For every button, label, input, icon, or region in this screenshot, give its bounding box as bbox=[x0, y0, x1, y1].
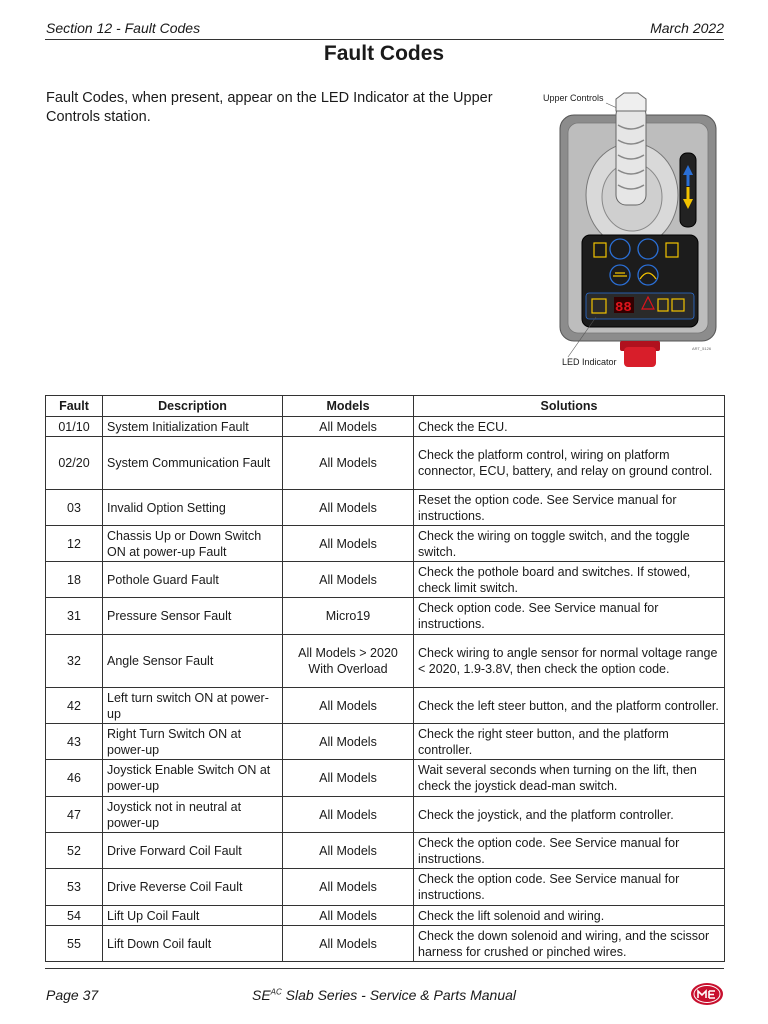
fault-code-cell: 32 bbox=[46, 635, 103, 688]
table-row bbox=[46, 869, 725, 906]
solution-cell: Check the left steer button, and the platform controller. bbox=[414, 688, 725, 724]
description-cell: Drive Forward Coil Fault bbox=[103, 833, 283, 869]
solution-cell: Check the option code. See Service manual for instructions. bbox=[414, 869, 725, 906]
solution-cell: Check option code. See Service manual for instructions. bbox=[414, 598, 725, 635]
manual-title-prefix: SE bbox=[251, 987, 271, 1003]
table-row bbox=[46, 760, 725, 797]
table-row bbox=[46, 724, 725, 760]
description-cell: Joystick Enable Switch ON at power-up bbox=[103, 760, 283, 797]
table-row bbox=[46, 562, 725, 598]
header-models: Models bbox=[283, 396, 414, 417]
table-row bbox=[46, 635, 725, 688]
fault-code-cell: 53 bbox=[46, 869, 103, 906]
figure-label-upper-controls: Upper Controls bbox=[543, 93, 604, 103]
figure-art-code: ART_5126 bbox=[692, 346, 712, 351]
fault-code-cell: 02/20 bbox=[46, 437, 103, 490]
fault-code-cell: 18 bbox=[46, 562, 103, 598]
fault-code-cell: 31 bbox=[46, 598, 103, 635]
table-row bbox=[46, 833, 725, 869]
manual-title-superscript: AC bbox=[270, 987, 282, 997]
description-cell: Pressure Sensor Fault bbox=[103, 598, 283, 635]
solution-cell: Reset the option code. See Service manual for instructions. bbox=[414, 490, 725, 526]
fault-code-cell: 01/10 bbox=[46, 417, 103, 437]
models-cell: All Models bbox=[283, 490, 414, 526]
description-cell: Angle Sensor Fault bbox=[103, 635, 283, 688]
manual-title-rest: Slab Series - Service & Parts Manual bbox=[281, 987, 517, 1003]
solution-cell: Check the ECU. bbox=[414, 417, 725, 437]
models-cell: All Models bbox=[283, 926, 414, 962]
table-row bbox=[46, 906, 725, 926]
table-header-row bbox=[46, 396, 725, 417]
table-row bbox=[46, 926, 725, 962]
fault-code-cell: 55 bbox=[46, 926, 103, 962]
description-cell: Right Turn Switch ON at power-up bbox=[103, 724, 283, 760]
fault-code-cell: 43 bbox=[46, 724, 103, 760]
table-row bbox=[46, 437, 725, 490]
models-cell: All Models bbox=[283, 869, 414, 906]
description-cell: Drive Reverse Coil Fault bbox=[103, 869, 283, 906]
manual-title bbox=[0, 987, 768, 1003]
description-cell: Pothole Guard Fault bbox=[103, 562, 283, 598]
page-number: Page 37 bbox=[46, 987, 99, 1003]
description-cell: System Initialization Fault bbox=[103, 417, 283, 437]
solution-cell: Check the down solenoid and wiring, and the scissor harness for crushed or pinched wires. bbox=[414, 926, 725, 962]
solution-cell: Check wiring to angle sensor for normal voltage range < 2020, 1.9-3.8V, then check the option code. bbox=[414, 635, 725, 688]
mec-logo bbox=[690, 982, 724, 1006]
header-divider bbox=[45, 39, 724, 40]
fault-code-cell: 52 bbox=[46, 833, 103, 869]
solution-cell: Check the pothole board and switches. If stowed, check limit switch. bbox=[414, 562, 725, 598]
models-cell: All Models bbox=[283, 760, 414, 797]
solution-cell: Check the option code. See Service manual for instructions. bbox=[414, 833, 725, 869]
solution-cell: Check the wiring on toggle switch, and the toggle switch. bbox=[414, 526, 725, 562]
table-row bbox=[46, 417, 725, 437]
description-cell: Lift Down Coil fault bbox=[103, 926, 283, 962]
models-cell: All Models bbox=[283, 437, 414, 490]
models-cell: All Models > 2020 With Overload bbox=[283, 635, 414, 688]
section-header: Section 12 - Fault Codes bbox=[46, 20, 201, 36]
fault-code-cell: 42 bbox=[46, 688, 103, 724]
description-cell: Lift Up Coil Fault bbox=[103, 906, 283, 926]
fault-code-cell: 47 bbox=[46, 797, 103, 833]
models-cell: All Models bbox=[283, 417, 414, 437]
intro-paragraph: Fault Codes, when present, appear on the LED Indicator at the Upper Controls station. bbox=[46, 90, 493, 125]
solution-cell: Wait several seconds when turning on the lift, then check the joystick dead-man switch. bbox=[414, 760, 725, 797]
header-solutions: Solutions bbox=[414, 396, 725, 417]
models-cell: All Models bbox=[283, 724, 414, 760]
table-row bbox=[46, 490, 725, 526]
fault-code-cell: 03 bbox=[46, 490, 103, 526]
models-cell: All Models bbox=[283, 562, 414, 598]
solution-cell: Check the right steer button, and the platform controller. bbox=[414, 724, 725, 760]
description-cell: Chassis Up or Down Switch ON at power-up Fault bbox=[103, 526, 283, 562]
fault-code-cell: 12 bbox=[46, 526, 103, 562]
models-cell: All Models bbox=[283, 833, 414, 869]
led-display-digits: 88 bbox=[615, 300, 632, 316]
models-cell: All Models bbox=[283, 688, 414, 724]
upper-controls-illustration bbox=[556, 85, 724, 371]
solution-cell: Check the lift solenoid and wiring. bbox=[414, 906, 725, 926]
solution-cell: Check the joystick, and the platform controller. bbox=[414, 797, 725, 833]
models-cell: All Models bbox=[283, 906, 414, 926]
footer-divider bbox=[45, 968, 724, 969]
models-cell: All Models bbox=[283, 526, 414, 562]
description-cell: System Communication Fault bbox=[103, 437, 283, 490]
models-cell: All Models bbox=[283, 797, 414, 833]
table-row bbox=[46, 598, 725, 635]
models-cell: Micro19 bbox=[283, 598, 414, 635]
table-row bbox=[46, 688, 725, 724]
description-cell: Joystick not in neutral at power-up bbox=[103, 797, 283, 833]
fault-code-cell: 54 bbox=[46, 906, 103, 926]
header-fault: Fault bbox=[46, 396, 103, 417]
page-title: Fault Codes bbox=[323, 42, 445, 65]
description-cell: Invalid Option Setting bbox=[103, 490, 283, 526]
solution-cell: Check the platform control, wiring on platform connector, ECU, battery, and relay on ground control. bbox=[414, 437, 725, 490]
table-row bbox=[46, 797, 725, 833]
description-cell: Left turn switch ON at power-up bbox=[103, 688, 283, 724]
fault-code-cell: 46 bbox=[46, 760, 103, 797]
header-description: Description bbox=[103, 396, 283, 417]
figure-label-led-indicator: LED Indicator bbox=[562, 357, 617, 367]
header-date: March 2022 bbox=[650, 20, 724, 36]
fault-codes-table bbox=[45, 395, 725, 962]
table-row bbox=[46, 526, 725, 562]
